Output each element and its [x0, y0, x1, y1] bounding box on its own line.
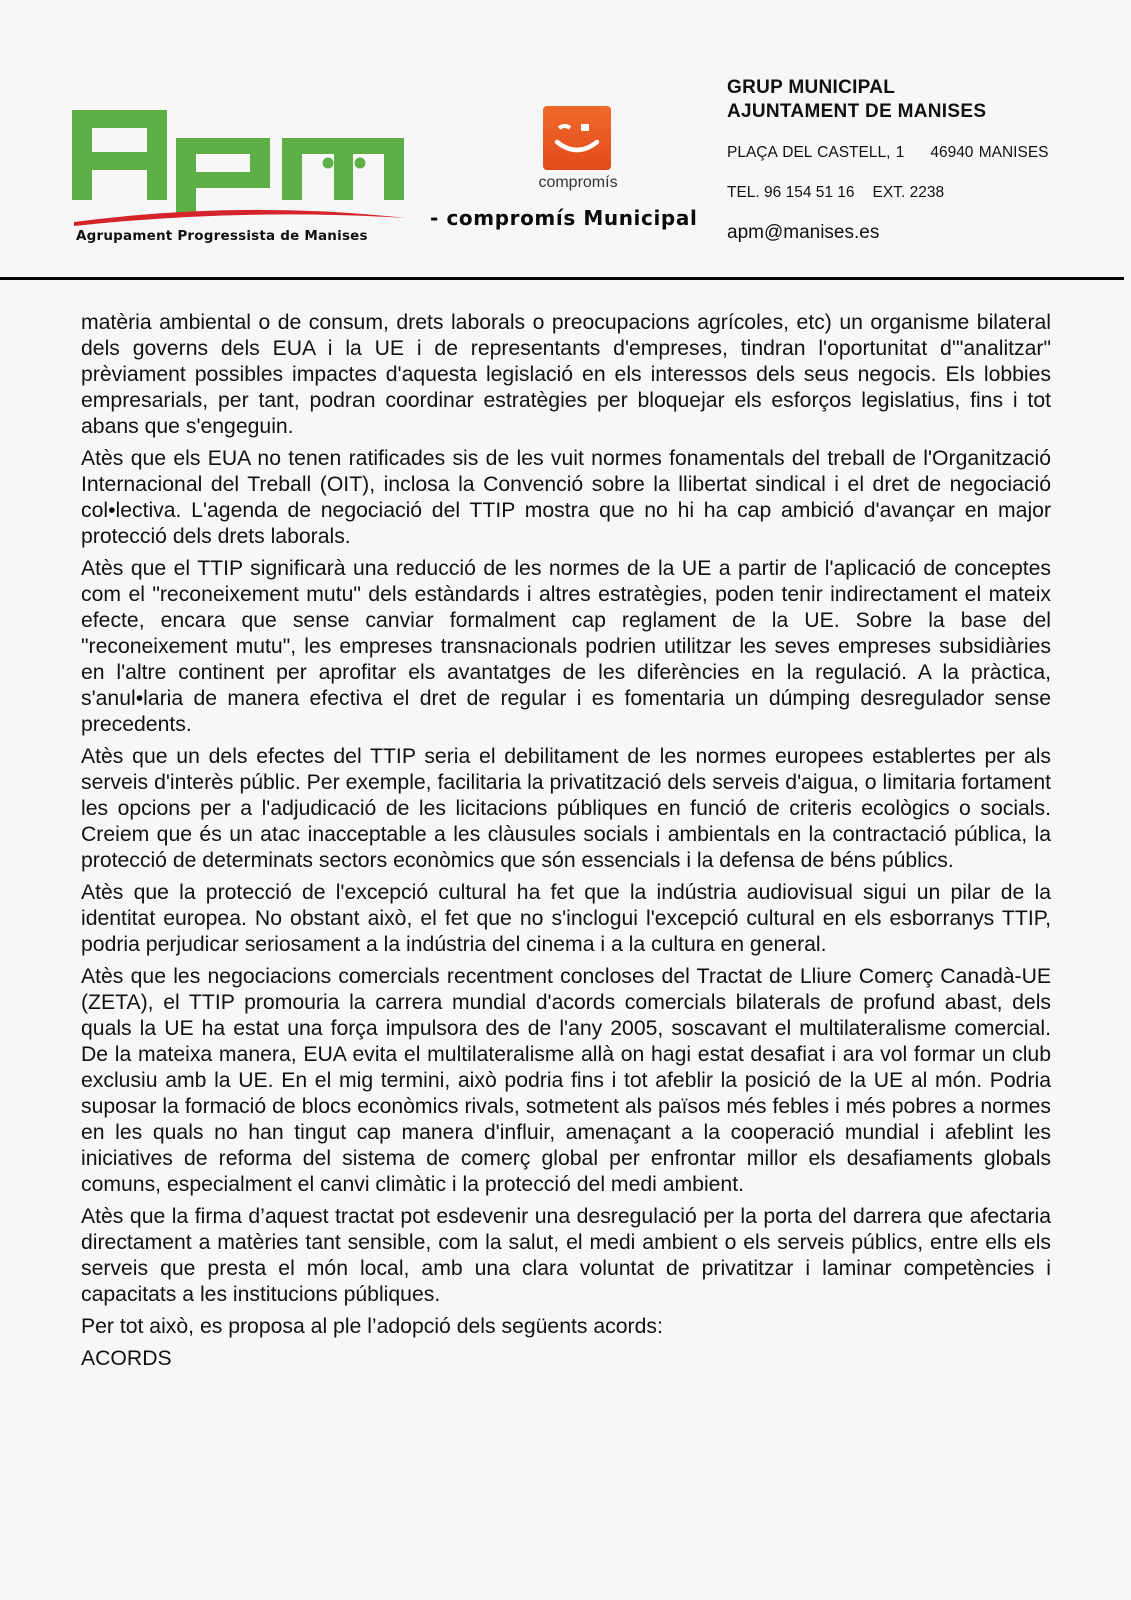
- compromis-municipal-label: - compromís Municipal: [430, 206, 698, 230]
- paragraph: Atès que la protecció de l'excepció cultural ha fet que la indústria audiovisual sigui un pilar de la identitat europea. No obstant això, el fet que no s'inclogui l'excepció cultural en els esborranys TTIP, podria perjudicar seriosament a la indústria del cinema i a la cultura en general.: [81, 881, 1051, 956]
- org-name-line1: GRUP MUNICIPAL: [727, 77, 896, 98]
- compromis-smiley-icon: [543, 106, 611, 170]
- paragraph: matèria ambiental o de consum, drets laborals o preocupacions agrícoles, etc) un organisme bilateral dels governs dels EUA i la UE i de representants d'empreses, tindran l'oportunitat d'"analitzar" prèviament possibles impactes d'aquesta legislació en els interessos dels seus negocis. Els lobbies empresarials, per tant, podran coordinar estratègies per bloquejar els esforços legislatius, fins i tot abans que s'engeguin.: [81, 311, 1051, 438]
- document-body: [81, 310, 1051, 1378]
- street-address: PLAÇA DEL CASTELL, 1: [727, 144, 905, 161]
- email-address[interactable]: apm@manises.es: [727, 222, 880, 243]
- compromis-wordmark: compromís: [538, 174, 618, 191]
- section-heading-acords: ACORDS: [81, 1347, 172, 1370]
- address-line: [727, 144, 1049, 162]
- letterhead: [0, 0, 1131, 280]
- paragraph: Atès que la firma d’aquest tractat pot esdevenir una desregulació per la porta del darrera que afectaria directament a matèries tant sensible, com la salut, el medi ambient o els serveis públics, entre ells els serveis que presta el món local, amb una clara voluntat de privatitzar i laminar competències i capacitats a les institucions públiques.: [81, 1205, 1051, 1306]
- paragraph: Atès que els EUA no tenen ratificades sis de les vuit normes fonamentals del treball de l'Organització Internacional del Treball (OIT), inclosa la Convenció sobre la llibertat sindical i el dret de negociació col•lectiva. L'agenda de negociació del TTIP mostra que no hi ha cap ambició d'avançar en major protecció dels drets laborals.: [81, 447, 1051, 548]
- apm-logo-icon: [72, 108, 412, 248]
- apm-tagline: Agrupament Progressista de Manises: [76, 228, 368, 244]
- paragraph: Atès que les negociacions comercials recentment concloses del Tractat de Lliure Comerç Canadà-UE (ZETA), el TTIP promouria la carrera mundial d'acords comercials bilaterals de profund abast, dels quals la UE ha estat una força impulsora des de l'any 2005, soscavant el multilateralisme comercial. De la mateixa manera, EUA evita el multilateralisme allà on hagi estat desafiat i ara vol formar un club exclusiu amb la UE. En el mig termini, això podria fins i tot afeblir la posició de la UE al món. Podria suposar la formació de blocs econòmics rivals, sotmetent als països més febles i més pobres a normes en les quals no han tingut cap manera d'influir, amenaçant a la cooperació mundial i afeblint les iniciatives de reforma del sistema de comerç global per enfrontar millor els desafiaments globals comuns, especialment el canvi climàtic i la protecció del medi ambient.: [81, 965, 1051, 1196]
- apm-logo: [72, 108, 412, 248]
- paragraph: Atès que el TTIP significarà una reducció de les normes de la UE a partir de l'aplicació de conceptes com el "reconeixement mutu" dels estàndards i altres estratègies, poden tenir indirectament el mateix efecte, encara que sense canviar formalment cap reglament de la UE. Sobre la base del "reconeixement mutu", les empreses transnacionals podrien utilitzar les seves empreses subsidiàries en l'altre continent per aprofitar els avantatges de les diferències en la regulació. A la pràctica, s'anul•laria de manera efectiva el dret de regular i es fomentaria un dúmping desregulador sense precedents.: [81, 557, 1051, 736]
- phone-line: [727, 184, 944, 202]
- postcode-city: 46940 MANISES: [930, 144, 1049, 161]
- proposal-intro: Per tot això, es proposa al ple l’adopció dels següents acords:: [81, 1315, 663, 1338]
- org-name-line2: AJUNTAMENT DE MANISES: [727, 101, 987, 122]
- phone-extension: EXT. 2238: [872, 184, 945, 201]
- paragraph: Atès que un dels efectes del TTIP seria el debilitament de les normes europees establertes per als serveis d'interès públic. Per exemple, facilitaria la privatització dels serveis d'aigua, o limitaria fortament les opcions per a l'adjudicació de les licitacions públiques en funció de criteris ecològics o socials. Creiem que és un atac inacceptable a les clàusules socials i ambientals en la contractació pública, la protecció de determinats sectors econòmics que són essencials i la defensa de béns públics.: [81, 745, 1051, 872]
- phone-number: TEL. 96 154 51 16: [727, 184, 855, 201]
- header-divider: [0, 277, 1124, 280]
- contact-block: [727, 76, 1049, 243]
